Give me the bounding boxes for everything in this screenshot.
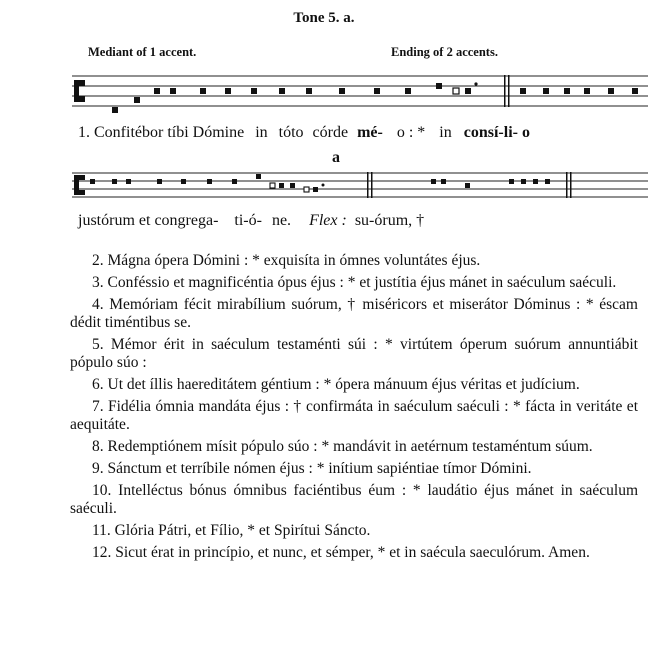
verse: 9. Sánctum et terríbile nómen éjus : * inítium sapiéntiae tímor Dómini. — [92, 460, 532, 477]
lyric: tóto — [278, 124, 304, 141]
neume — [533, 179, 538, 184]
neume — [200, 88, 206, 94]
c-clef-icon — [74, 80, 85, 102]
verse: 3. Conféssio et magnificéntia ópus éjus : * et justítia éjus mánet in saéculum saéculi. — [92, 274, 617, 291]
neume — [181, 179, 186, 184]
mora-dot — [474, 82, 477, 85]
neume — [157, 179, 162, 184]
neume — [313, 187, 318, 192]
neume — [441, 179, 446, 184]
neume — [134, 97, 140, 103]
bar-line — [570, 172, 572, 198]
bar-line — [508, 75, 510, 107]
neume — [154, 88, 160, 94]
verse: 4. Memóriam fécit mirabílium suórum, † miséricors et miserátor Dóminus : * éscam dédit timéntibus se. — [70, 296, 638, 331]
verse: 10. Intelléctus bónus ómnibus faciéntibus éum : * laudátio éjus mánet in saéculum saéculi. — [70, 482, 638, 517]
ending-label: Ending of 2 accents. — [391, 45, 498, 59]
lyric: in — [255, 124, 268, 141]
neume — [279, 88, 285, 94]
lyric: su-órum, † — [354, 212, 425, 229]
lyric: justórum et congrega- — [78, 212, 219, 229]
neume — [112, 179, 117, 184]
neume — [339, 88, 345, 94]
tone-title: Tone 5. a. — [293, 10, 355, 26]
neume — [431, 179, 436, 184]
neume — [608, 88, 614, 94]
lyric: mé- — [357, 124, 383, 141]
bar-line — [504, 75, 506, 107]
verse: 2. Mágna ópera Dómini : * exquisíta in ómnes voluntátes éjus. — [92, 252, 481, 269]
neume — [509, 179, 514, 184]
neume — [279, 183, 284, 188]
neume — [304, 187, 309, 192]
lyric: 1. Confitébor tíbi Dómine — [78, 124, 245, 141]
neume — [207, 179, 212, 184]
neume — [405, 88, 411, 94]
c-clef-icon — [74, 175, 85, 195]
neume — [112, 107, 118, 113]
neume — [270, 183, 275, 188]
neume — [584, 88, 590, 94]
chant-staff-1 — [72, 72, 648, 116]
lyric: o : * — [396, 124, 426, 141]
neume — [632, 88, 638, 94]
lyric: córde — [312, 124, 349, 141]
lyric: consí-li- o — [463, 124, 530, 141]
mora-dot — [322, 184, 325, 187]
neume — [290, 183, 295, 188]
neume — [465, 183, 470, 188]
verse: 5. Mémor érit in saéculum testaménti súi : * virtútem óperum suórum annuntiábit pópulo súo : — [70, 336, 638, 371]
bar-line — [367, 172, 369, 198]
staff-2-lyrics — [78, 212, 424, 230]
neume — [545, 179, 550, 184]
verse: 6. Ut det íllis haereditátem géntium : * ópera mánuum éjus véritas et judícium. — [92, 376, 580, 393]
neume — [453, 88, 459, 94]
neume — [90, 179, 95, 184]
verse: 8. Redemptiónem mísit pópulo súo : * mandávit in aetérnum testaméntum súum. — [92, 438, 593, 455]
verse: 7. Fidélia ómnia mandáta éjus : † confirmáta in saéculum saéculi : * fácta in veritáte et aequitáte. — [70, 398, 638, 433]
neume — [521, 179, 526, 184]
chant-staff-2 — [72, 169, 648, 205]
verse: 11. Glória Pátri, et Fílio, * et Spirítui Sáncto. — [92, 522, 371, 539]
neume — [225, 88, 231, 94]
lyric: ti-ó- — [234, 212, 262, 229]
mediant-label: Mediant of 1 accent. — [88, 45, 197, 59]
psalm-verses — [70, 252, 638, 566]
neume — [564, 88, 570, 94]
neume — [232, 179, 237, 184]
neume — [256, 174, 261, 179]
neume — [520, 88, 526, 94]
neume — [306, 88, 312, 94]
neume — [126, 179, 131, 184]
bar-line — [371, 172, 373, 198]
neume — [374, 88, 380, 94]
neume — [170, 88, 176, 94]
neume — [465, 88, 471, 94]
lyric: in — [439, 124, 452, 141]
flex-label: Flex : — [309, 212, 347, 229]
bar-line — [566, 172, 568, 198]
neume — [543, 88, 549, 94]
lyric: ne. — [271, 212, 292, 229]
neume — [251, 88, 257, 94]
staff-1-lyrics — [78, 124, 530, 142]
neume — [436, 83, 442, 89]
verse: 12. Sicut érat in princípio, et nunc, et sémper, * et in saécula saeculórum. Amen. — [92, 544, 590, 561]
staff-2-syllable: a — [332, 149, 340, 166]
